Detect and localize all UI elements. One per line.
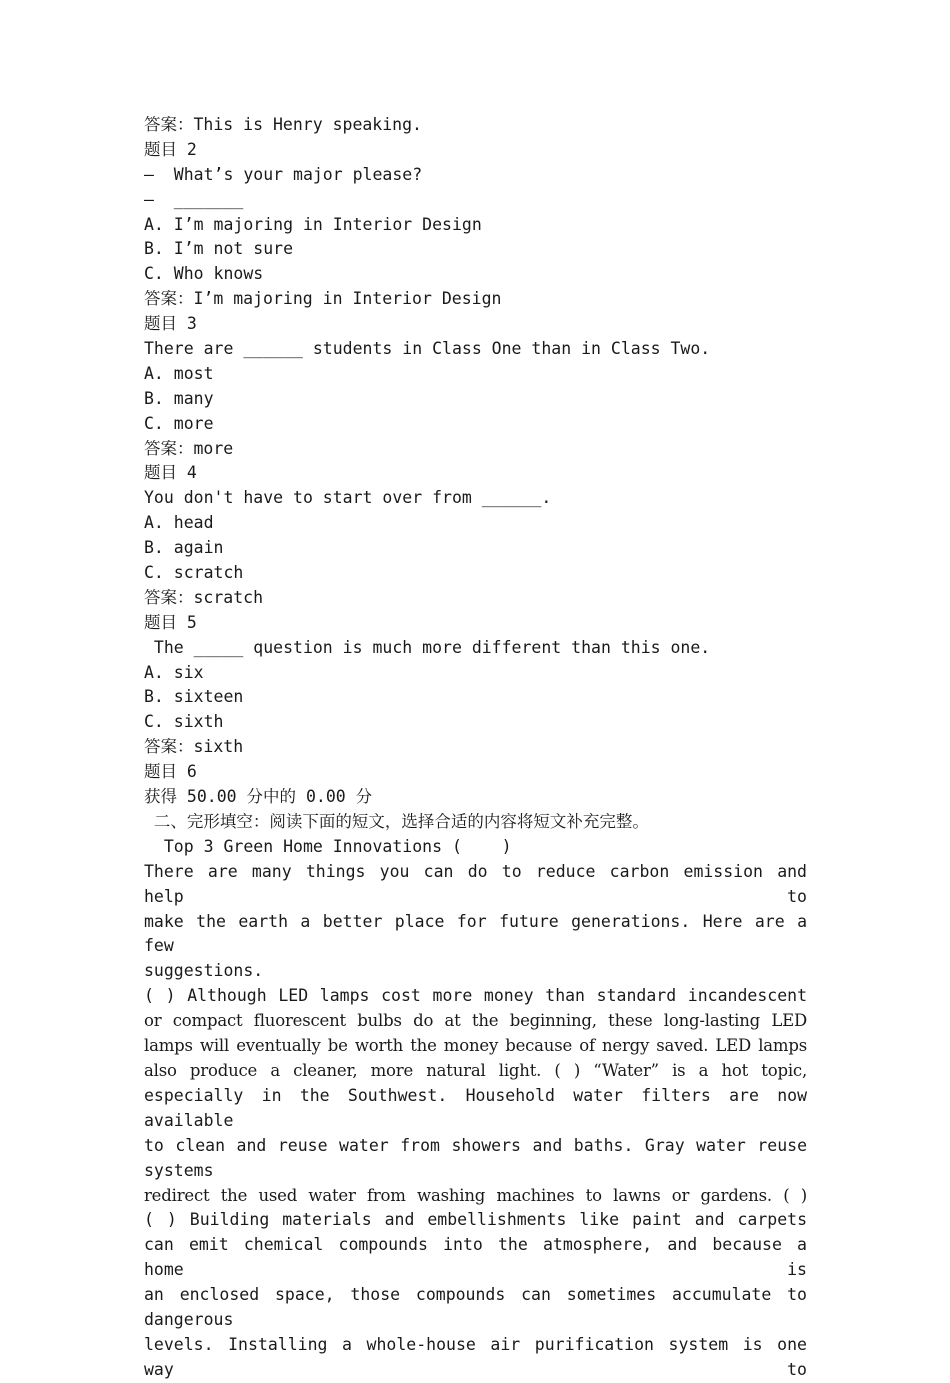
option-b: B. sixteen [144, 687, 244, 707]
answer-line: 答案：I’m majoring in Interior Design [144, 289, 502, 309]
question-number: 题目 4 [144, 463, 197, 483]
passage-line: suggestions. [144, 961, 264, 981]
question-number: 题目 3 [144, 314, 197, 334]
passage-line: levels. Installing a whole-house air purification system is one way to [144, 1334, 807, 1379]
passage-line: can emit chemical compounds into the atmosphere, and because a home is [144, 1235, 807, 1280]
option-b: B. many [144, 388, 214, 408]
answer-line: 答案：more [144, 438, 234, 458]
answer-line: 答案：scratch [144, 587, 264, 607]
question-number: 题目 2 [144, 139, 197, 159]
answer-line: 答案：sixth [144, 737, 244, 757]
passage-line: There are many things you can do to reduce carbon emission and help to [144, 861, 807, 906]
option-a: A. head [144, 513, 214, 533]
passage-line: or compact fluorescent bulbs do at the beginning, these long-lasting LED [144, 1011, 807, 1031]
option-a: A. six [144, 662, 204, 682]
question-number: 题目 5 [144, 612, 197, 632]
score-line: 获得 50.00 分中的 0.00 分 [144, 787, 373, 807]
passage-line: make the earth a better place for future generations. Here are a few [144, 911, 807, 956]
passage-line: lamps will eventually be worth the money because of nergy saved. LED lamps [144, 1036, 807, 1056]
passage-line: redirect the used water from washing machines to lawns or gardens. ( ) [144, 1185, 807, 1205]
option-c: C. scratch [144, 563, 244, 583]
passage-line: also produce a cleaner, more natural light. ( ) “Water” is a hot topic, [144, 1060, 807, 1080]
question-text: You don't have to start over from ______. [144, 488, 552, 508]
option-a: A. most [144, 363, 214, 383]
option-c: C. sixth [144, 712, 224, 732]
answer-line-q1: 答案：This is Henry speaking. [144, 115, 422, 134]
passage-line: to clean and reuse water from showers and baths. Gray water reuse systems [144, 1135, 807, 1180]
question-text: There are ______ students in Class One than in Class Two. [144, 339, 711, 359]
option-c: C. more [144, 413, 214, 433]
passage-line: especially in the Southwest. Household water filters are now available [144, 1085, 807, 1130]
option-a: A. I’m majoring in Interior Design [144, 214, 482, 234]
question-text: The _____ question is much more different than this one. [144, 637, 711, 657]
option-c: C. Who knows [144, 264, 264, 284]
question-text: — What’s your major please? [144, 164, 423, 184]
question-number: 题目 6 [144, 762, 197, 782]
section-heading: 二、完形填空：阅读下面的短文，选择合适的内容将短文补充完整。 [144, 811, 649, 831]
passage-line: ( ) Building materials and embellishments like paint and carpets [144, 1210, 807, 1230]
question-text: — _______ [144, 189, 244, 209]
passage-title: Top 3 Green Home Innovations ( ) [144, 836, 512, 856]
document-content [144, 113, 807, 1383]
passage-line: an enclosed space, those compounds can sometimes accumulate to dangerous [144, 1285, 807, 1330]
passage-line: ( ) Although LED lamps cost more money than standard incandescent [144, 986, 807, 1006]
option-b: B. again [144, 538, 224, 558]
option-b: B. I’m not sure [144, 239, 294, 259]
